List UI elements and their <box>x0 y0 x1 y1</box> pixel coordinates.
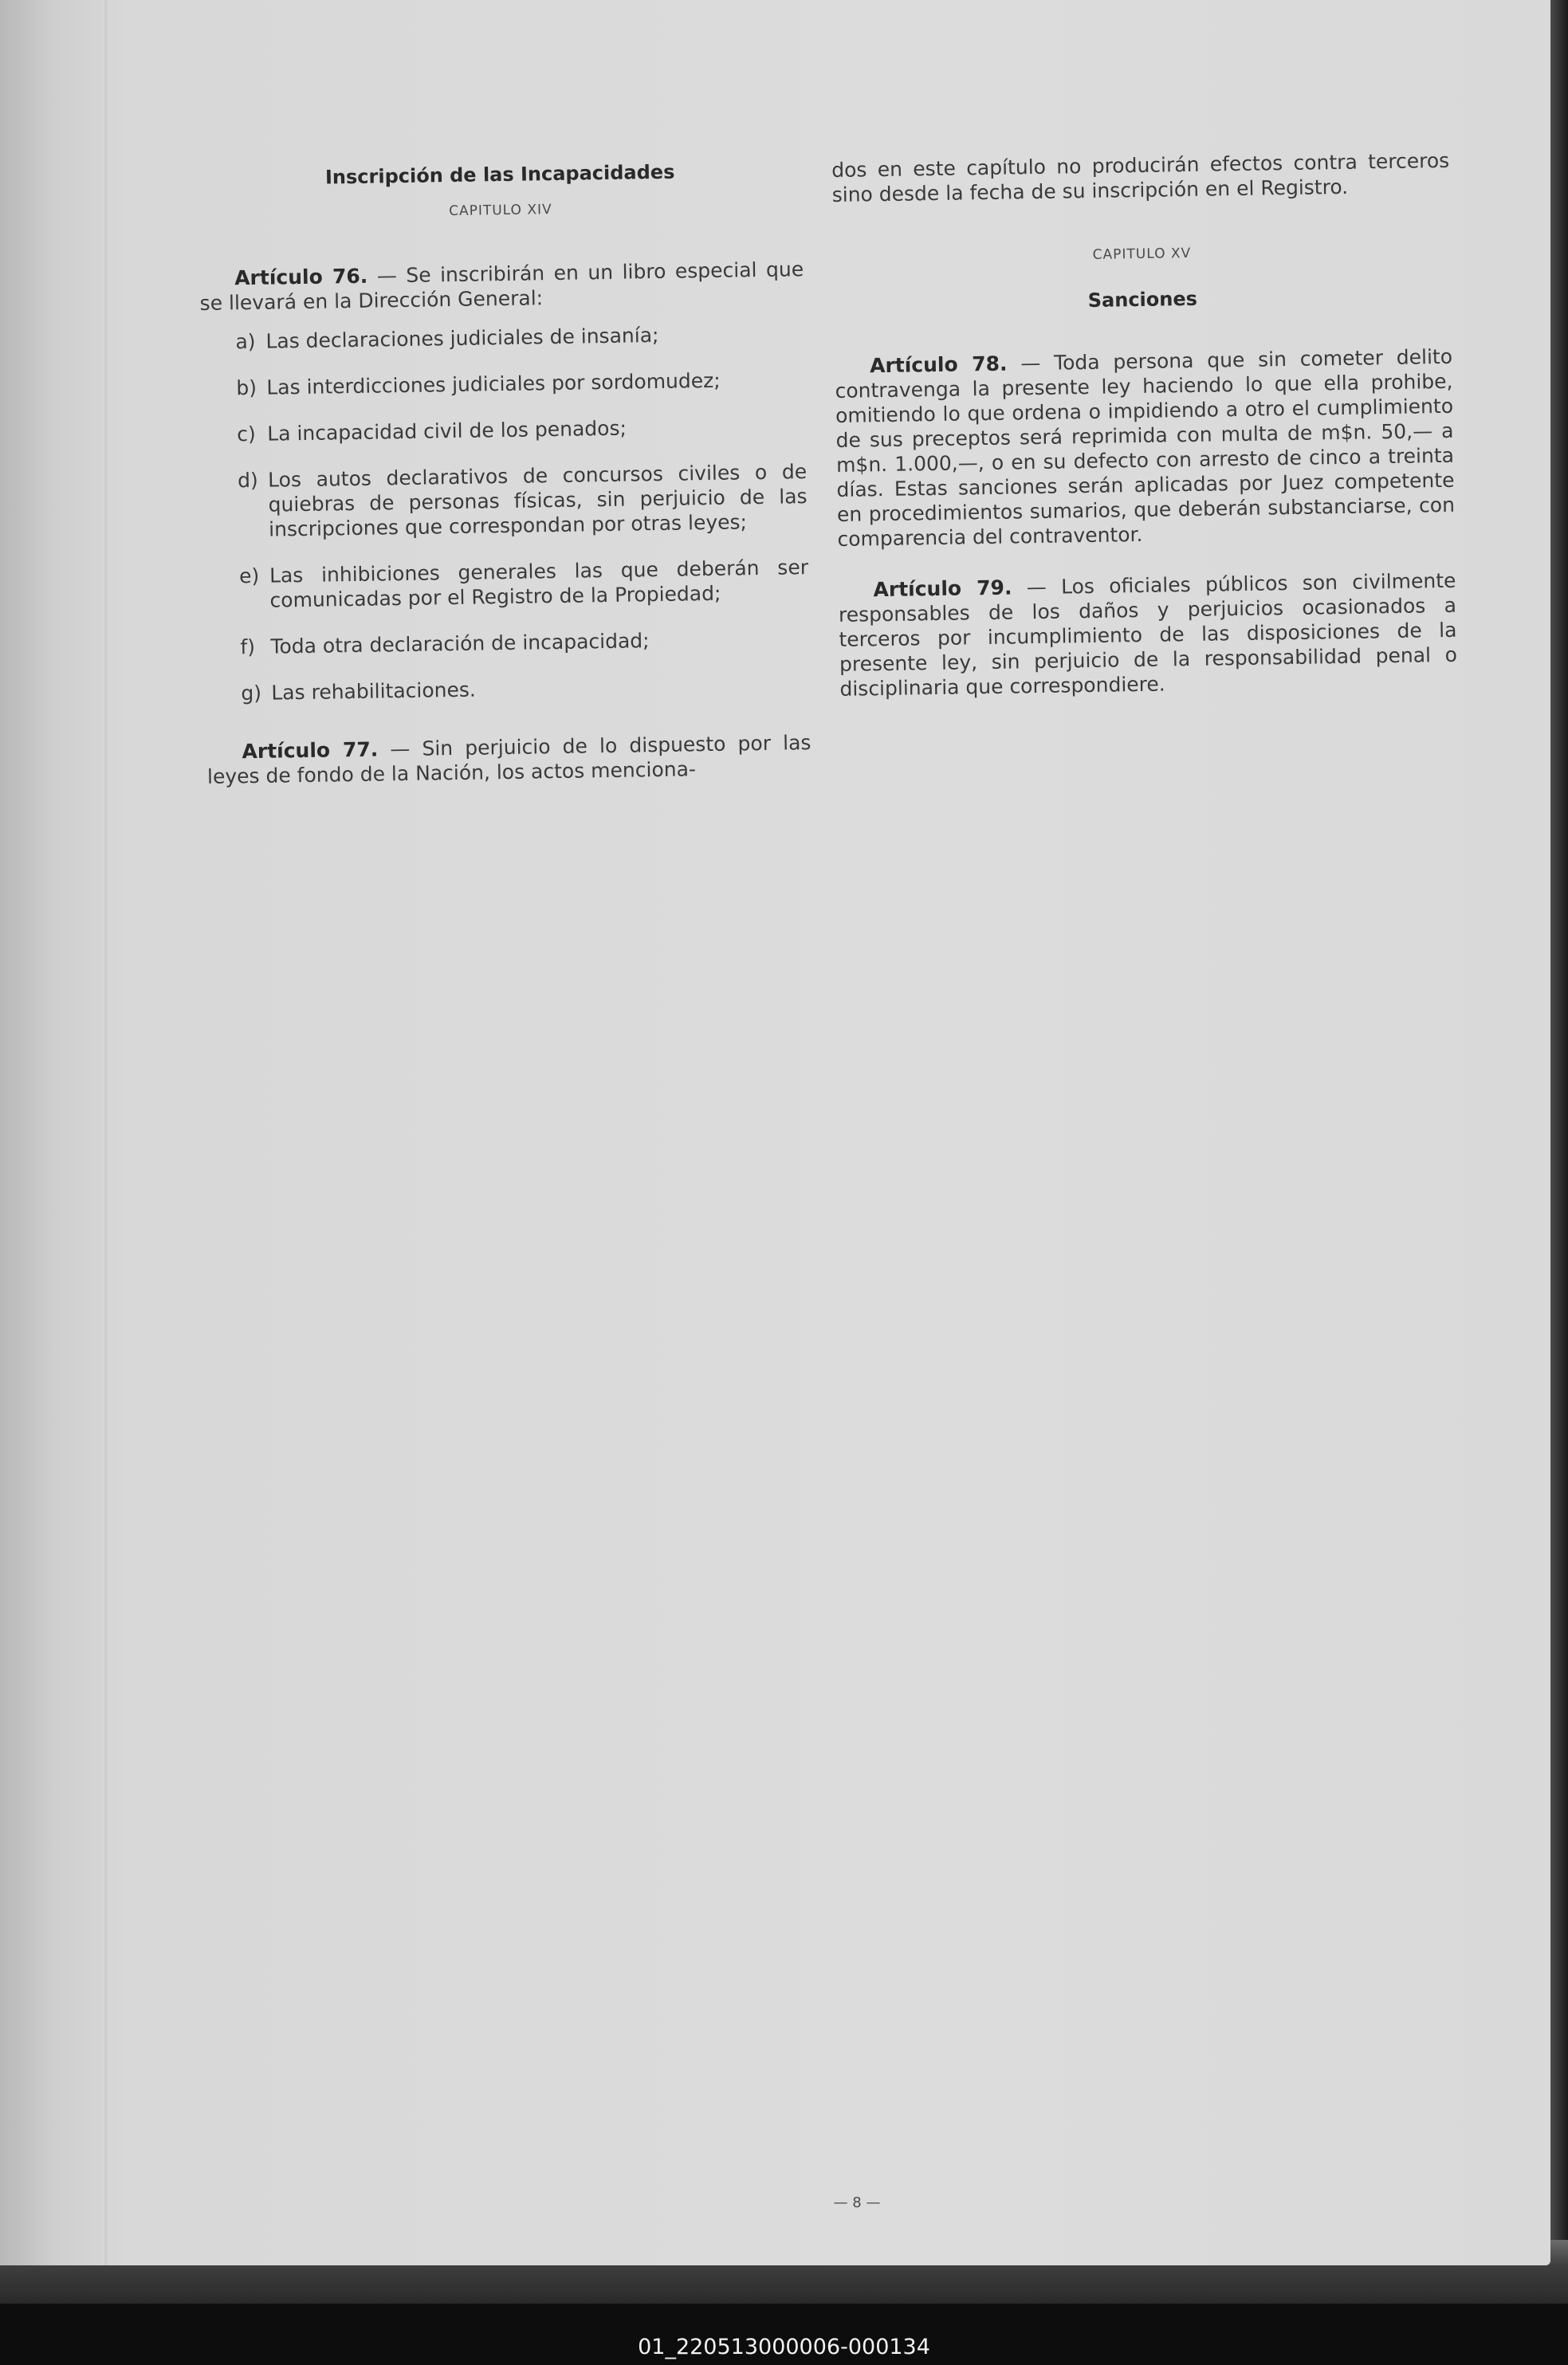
list-item-a <box>235 320 804 354</box>
list-text: Las rehabilitaciones. <box>271 678 477 705</box>
article-76-list <box>200 320 810 706</box>
list-letter: c) <box>237 422 256 446</box>
chapter-label-xiv: CAPITULO XIV <box>448 202 552 220</box>
article-77-text: — Sin perjuicio de lo dispuesto por las leyes de fondo de la Nación, los actos menciona- <box>206 731 812 788</box>
list-letter: a) <box>235 329 256 354</box>
article-79-text: — Los oficiales públicos son civilmente responsables de los daños y perjuicios ocasionados a terceros por incumplimiento de las disposiciones de la presente ley, sin perjuicio de la responsabilidad penal o disciplinaria que correspondiere. <box>838 568 1458 701</box>
section-title-sanciones: Sanciones <box>1087 287 1198 312</box>
article-78 <box>835 344 1456 552</box>
image-caption: 01_220513000006-000134 <box>638 2335 930 2359</box>
list-item-g <box>241 672 810 705</box>
list-item-d <box>238 459 808 542</box>
article-78-title: Artículo 78. <box>869 352 1008 378</box>
list-text: Toda otra declaración de incapacidad; <box>270 629 650 658</box>
scan-right-edge <box>1550 0 1568 2304</box>
article-77-title: Artículo 77. <box>242 737 379 764</box>
list-item-e <box>239 555 809 613</box>
article-77 <box>206 730 812 789</box>
list-text: Las declaraciones judiciales de insanía; <box>265 323 659 353</box>
list-item-f <box>240 626 809 659</box>
section-title-incapacidades: Inscripción de las Incapacidades <box>324 160 675 189</box>
list-letter: d) <box>237 468 259 493</box>
right-column <box>831 148 1458 701</box>
article-79 <box>838 568 1457 701</box>
list-letter: f) <box>240 634 256 659</box>
article-76-text: — Se inscribirán en un libro especial que se llevará en la Dirección General: <box>199 257 804 315</box>
list-letter: e) <box>238 564 260 588</box>
article-78-text: — Toda persona que sin cometer delito contravenga la presente ley haciendo lo que ella prohibe, omitiendo lo que ordena o impidiendo a otro el cumplimiento de sus preceptos será reprimida con multa de m$n. 50,— a m$n. 1.000,—, o en su defecto con arresto de cinco a treinta días. Estas sanciones serán aplicadas por Juez competente en procedimientos sumarios, que deberán substanciarse, con comparencia del contraventor. <box>835 344 1456 551</box>
list-item-b <box>236 367 805 400</box>
article-77-continuation: dos en este capítulo no producirán efectos contra terceros sino desde la fecha de su inscripción en el Registro. <box>831 148 1450 206</box>
list-letter: b) <box>236 375 257 400</box>
list-letter: g) <box>241 681 262 705</box>
list-text: Los autos declarativos de concursos civiles o de quiebras de personas físicas, sin perjuicio de las inscripciones que correspondan por otras leyes; <box>267 460 808 541</box>
list-text: Las inhibiciones generales las que deberán ser comunicadas por el Registro de la Propiedad; <box>269 556 809 612</box>
list-text: La incapacidad civil de los penados; <box>267 416 627 446</box>
page-fold <box>102 0 107 2265</box>
page-number: — 8 — <box>833 2194 881 2211</box>
chapter-label-xv: CAPITULO XV <box>1092 245 1192 263</box>
list-item-c <box>237 413 806 446</box>
article-79-title: Artículo 79. <box>873 576 1012 602</box>
article-76-title: Artículo 76. <box>234 264 368 290</box>
list-text: Las interdicciones judiciales por sordomudez; <box>266 368 721 399</box>
article-76 <box>199 257 804 316</box>
left-column <box>198 158 812 789</box>
